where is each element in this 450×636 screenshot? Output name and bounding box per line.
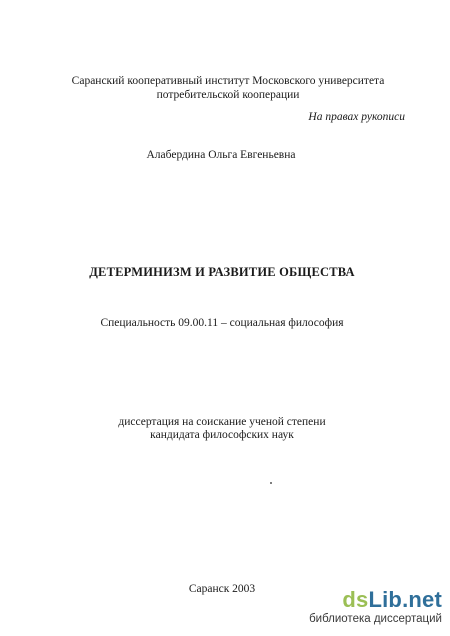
city-year: Саранск 2003 (188, 583, 256, 595)
watermark-logo-ds: ds (342, 587, 369, 612)
watermark (309, 589, 442, 626)
dissertation-line-2: кандидата философских наук (150, 429, 294, 441)
dissertation-line-1: диссертация на соискание ученой степени (118, 416, 326, 428)
author-name: Алабердина Ольга Евгеньевна (146, 149, 296, 161)
watermark-logo-net: .net (402, 587, 442, 612)
watermark-subtitle: библиотека диссертаций (309, 613, 442, 625)
institution-line-2: потребительской кооперации (156, 89, 300, 101)
specialty-line: Специальность 09.00.11 – социальная философия (100, 317, 344, 329)
watermark-logo-lib: Lib (368, 587, 403, 612)
document-title: ДЕТЕРМИНИЗМ И РАЗВИТИЕ ОБЩЕСТВА (89, 265, 355, 279)
watermark-logo (309, 589, 442, 611)
rights-note: На правах рукописи (308, 111, 405, 123)
scan-speck (270, 482, 272, 484)
institution-line-1: Саранский кооперативный институт Московского университета (71, 75, 385, 87)
